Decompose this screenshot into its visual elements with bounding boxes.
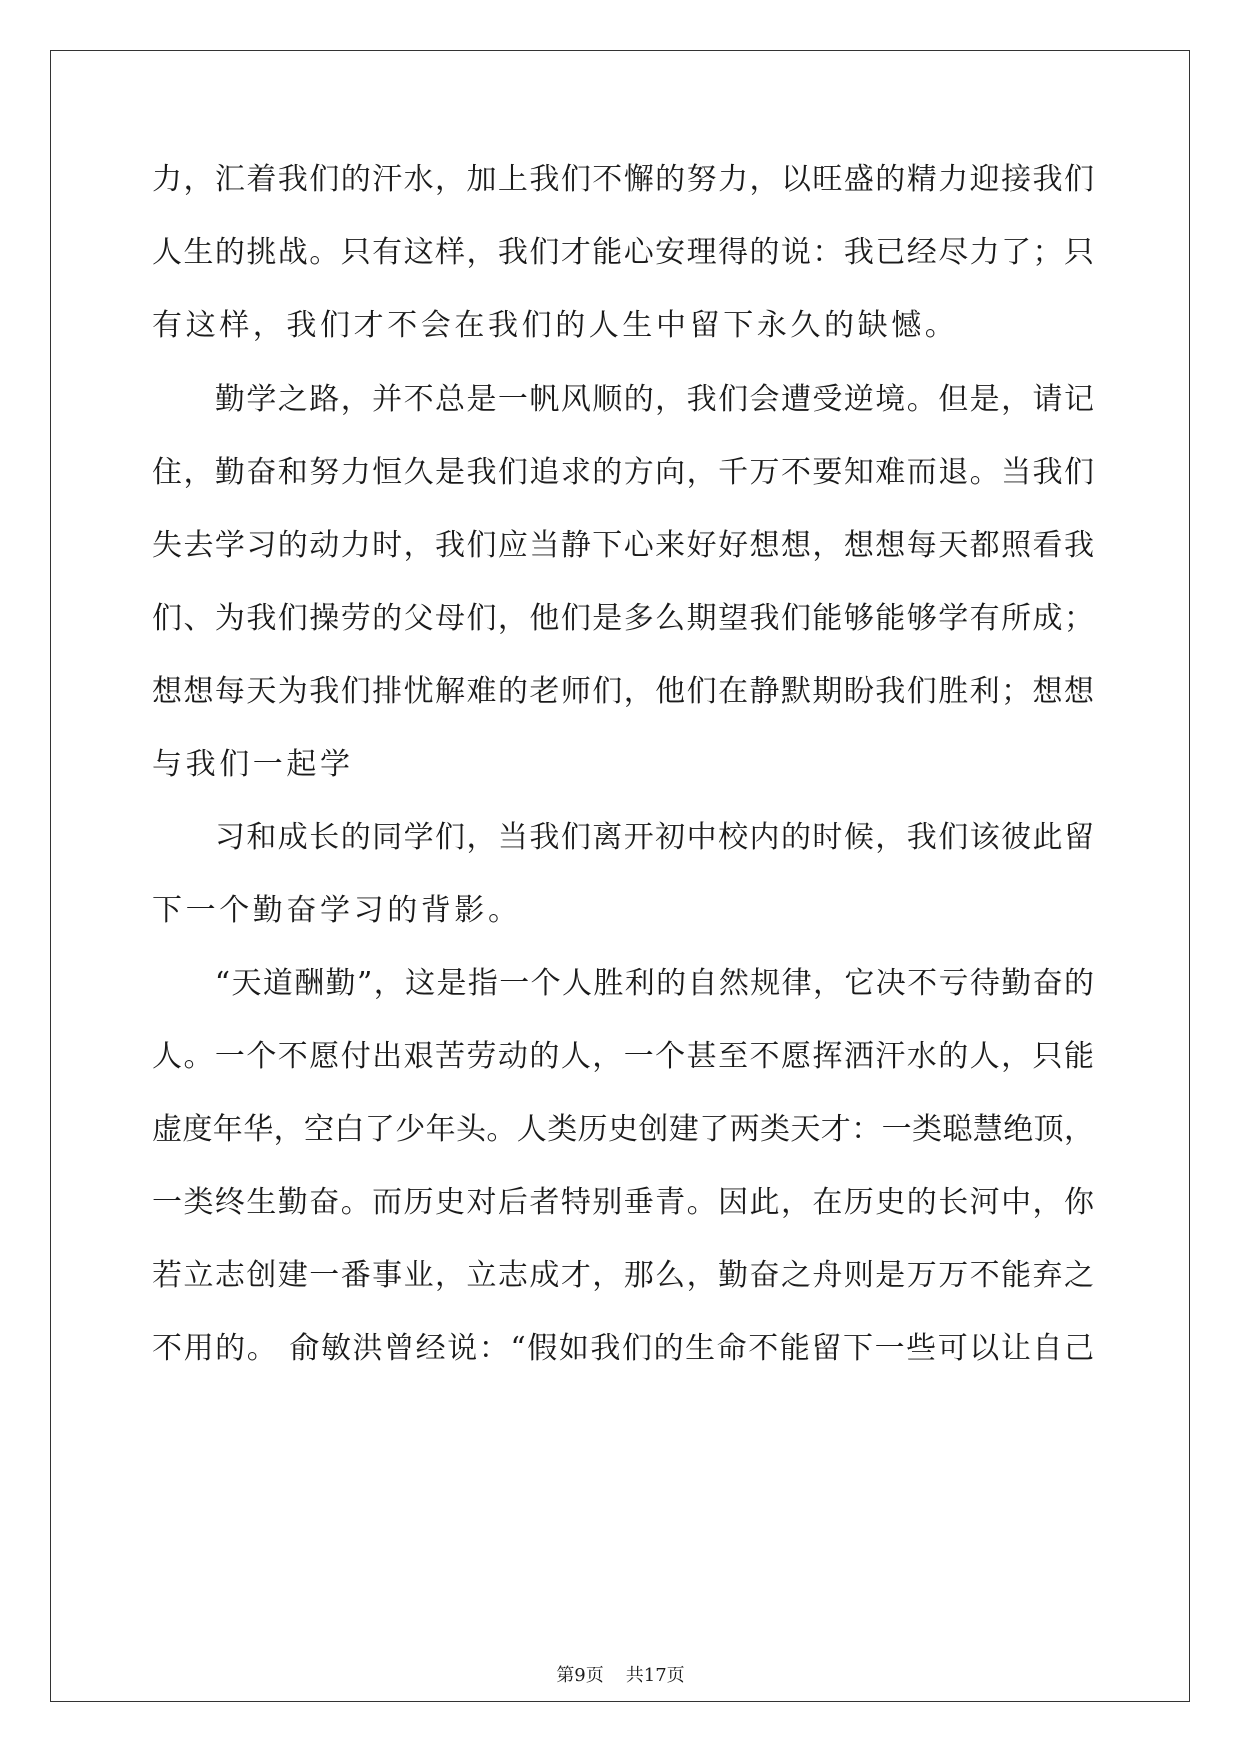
page-number: 第9页	[556, 1665, 604, 1686]
text-line-16: 若立志创建一番事业，立志成才，那么，勤奋之舟则是万万不能弃之	[152, 1258, 1094, 1293]
page-border	[50, 50, 1190, 1702]
text-line-6: 失去学习的动力时，我们应当静下心来好好想想，想想每天都照看我	[152, 528, 1094, 563]
text-line-2: 人生的挑战。只有这样，我们才能心安理得的说：我已经尽力了；只	[152, 235, 1094, 270]
text-line-7: 们、为我们操劳的父母们，他们是多么期望我们能够能够学有所成；	[152, 601, 1094, 636]
text-line-9: 与我们一起学	[152, 747, 354, 782]
text-line-17: 不用的。 俞敏洪曾经说：“假如我们的生命不能留下一些可以让自己	[152, 1331, 1094, 1366]
page-footer	[0, 1664, 1241, 1688]
page-total: 共17页	[625, 1665, 685, 1686]
text-line-1: 力，汇着我们的汗水，加上我们不懈的努力，以旺盛的精力迎接我们	[152, 162, 1094, 197]
text-line-14: 虚度年华，空白了少年头。人类历史创建了两类天才：一类聪慧绝顶，	[152, 1112, 1094, 1147]
text-line-12: “天道酬勤”，这是指一个人胜利的自然规律，它决不亏待勤奋的	[152, 966, 1094, 1001]
text-line-4: 勤学之路，并不总是一帆风顺的，我们会遭受逆境。但是，请记	[152, 382, 1094, 417]
text-line-10: 习和成长的同学们，当我们离开初中校内的时候，我们该彼此留	[152, 820, 1094, 855]
text-line-8: 想想每天为我们排忧解难的老师们，他们在静默期盼我们胜利；想想	[152, 674, 1094, 709]
text-line-11: 下一个勤奋学习的背影。	[152, 893, 522, 928]
text-line-3: 有这样，我们才不会在我们的人生中留下永久的缺憾。	[152, 308, 959, 343]
text-line-13: 人。一个不愿付出艰苦劳动的人，一个甚至不愿挥洒汗水的人，只能	[152, 1039, 1094, 1074]
text-line-15: 一类终生勤奋。而历史对后者特别垂青。因此，在历史的长河中，你	[152, 1185, 1094, 1220]
text-line-5: 住，勤奋和努力恒久是我们追求的方向，千万不要知难而退。当我们	[152, 455, 1094, 490]
